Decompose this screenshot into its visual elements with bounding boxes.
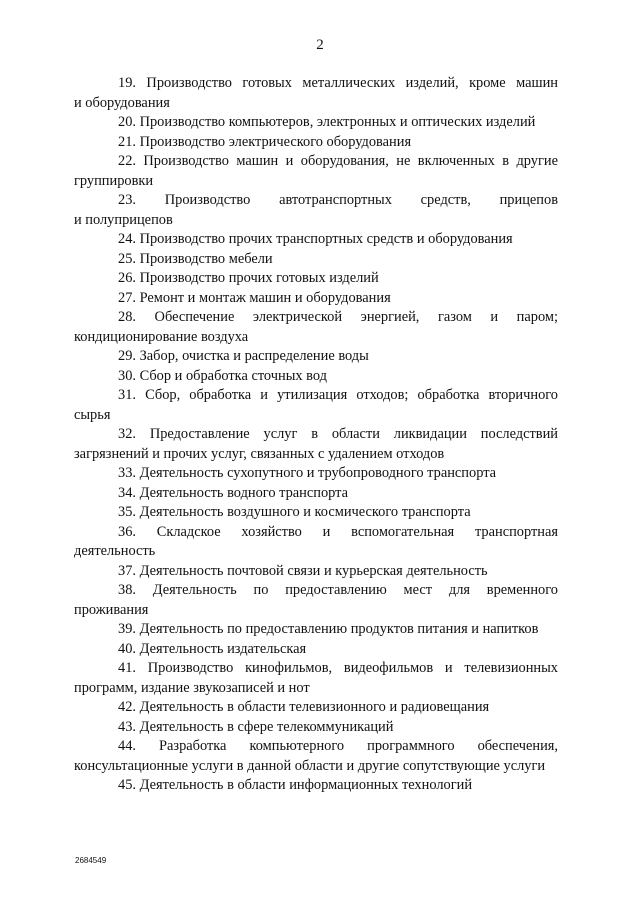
list-item-text: 44. Разработка компьютерного программного обеспечения, <box>118 738 558 754</box>
list-item-text: 36. Складское хозяйство и вспомогательная транспортная <box>118 523 558 540</box>
list-item <box>74 133 558 153</box>
document-code: 2684549 <box>75 856 107 865</box>
list-item <box>74 562 558 582</box>
list-item-text: 25. Производство мебели <box>118 250 273 267</box>
list-item-text: 23. Производство автотранспортных средств, прицепов <box>118 192 558 208</box>
list-item <box>74 464 558 484</box>
list-item <box>74 289 558 309</box>
activity-list <box>74 74 558 796</box>
list-item-text: 35. Деятельность воздушного и космического транспорта <box>118 504 471 520</box>
list-item-continuation: группировки <box>74 172 154 189</box>
list-item-text: 34. Деятельность водного транспорта <box>118 484 349 501</box>
list-item-text: 33. Деятельность сухопутного и трубопроводного транспорта <box>118 465 497 481</box>
list-item-text: 19. Производство готовых металлических изделий, кроме машин <box>118 75 558 91</box>
list-item-text: 42. Деятельность в области телевизионного и радиовещания <box>118 699 490 715</box>
list-item-text: 20. Производство компьютеров, электронных и оптических изделий <box>118 114 536 130</box>
list-item <box>74 386 558 425</box>
list-item <box>74 425 558 464</box>
list-item <box>74 484 558 504</box>
list-item-text: 43. Деятельность в сфере телекоммуникаций <box>118 718 394 735</box>
list-item <box>74 776 558 796</box>
list-item-text: 38. Деятельность по предоставлению мест для временного <box>118 582 558 598</box>
list-item <box>74 113 558 133</box>
list-item-text: 32. Предоставление услуг в области ликвидации последствий <box>118 426 558 442</box>
list-item <box>74 269 558 289</box>
list-item-text: 39. Деятельность по предоставлению продуктов питания и напитков <box>118 621 539 637</box>
list-item-continuation: программ, издание звукозаписей и нот <box>74 679 310 696</box>
list-item-continuation: проживания <box>74 601 149 618</box>
list-item-continuation: деятельность <box>74 543 156 559</box>
list-item <box>74 659 558 698</box>
list-item-continuation: сырья <box>74 406 111 423</box>
list-item <box>74 367 558 387</box>
list-item-text: 21. Производство электрического оборудования <box>118 133 412 150</box>
list-item <box>74 191 558 230</box>
list-item <box>74 523 558 562</box>
list-item <box>74 620 558 640</box>
list-item-text: 30. Сбор и обработка сточных вод <box>118 367 327 384</box>
list-item <box>74 737 558 776</box>
list-item-text: 26. Производство прочих готовых изделий <box>118 270 379 286</box>
list-item <box>74 640 558 660</box>
list-item <box>74 581 558 620</box>
list-item <box>74 718 558 738</box>
list-item-text: 28. Обеспечение электрической энергией, газом и паром; <box>118 309 558 325</box>
list-item-text: 24. Производство прочих транспортных средств и оборудования <box>118 231 513 247</box>
list-item <box>74 250 558 270</box>
list-item-text: 29. Забор, очистка и распределение воды <box>118 348 369 364</box>
list-item-continuation: и полуприцепов <box>74 211 173 228</box>
list-item <box>74 74 558 113</box>
list-item-text: 22. Производство машин и оборудования, не включенных в другие <box>118 153 558 169</box>
list-item <box>74 503 558 523</box>
list-item <box>74 698 558 718</box>
list-item <box>74 230 558 250</box>
list-item <box>74 152 558 191</box>
list-item-continuation: кондиционирование воздуха <box>74 328 249 345</box>
list-item-continuation: и оборудования <box>74 94 170 111</box>
list-item-text: 27. Ремонт и монтаж машин и оборудования <box>118 289 391 306</box>
list-item-continuation: консультационные услуги в данной области и другие сопутствующие услуги <box>74 757 546 774</box>
list-item-text: 31. Сбор, обработка и утилизация отходов; обработка вторичного <box>118 387 558 403</box>
list-item-text: 37. Деятельность почтовой связи и курьерская деятельность <box>118 562 488 579</box>
list-item <box>74 347 558 367</box>
list-item-text: 45. Деятельность в области информационных технологий <box>118 777 473 793</box>
list-item <box>74 308 558 347</box>
list-item-text: 41. Производство кинофильмов, видеофильмов и телевизионных <box>118 660 558 676</box>
list-item-text: 40. Деятельность издательская <box>118 640 307 657</box>
list-item-continuation: загрязнений и прочих услуг, связанных с удалением отходов <box>74 445 445 462</box>
page-number: 2 <box>316 37 324 53</box>
